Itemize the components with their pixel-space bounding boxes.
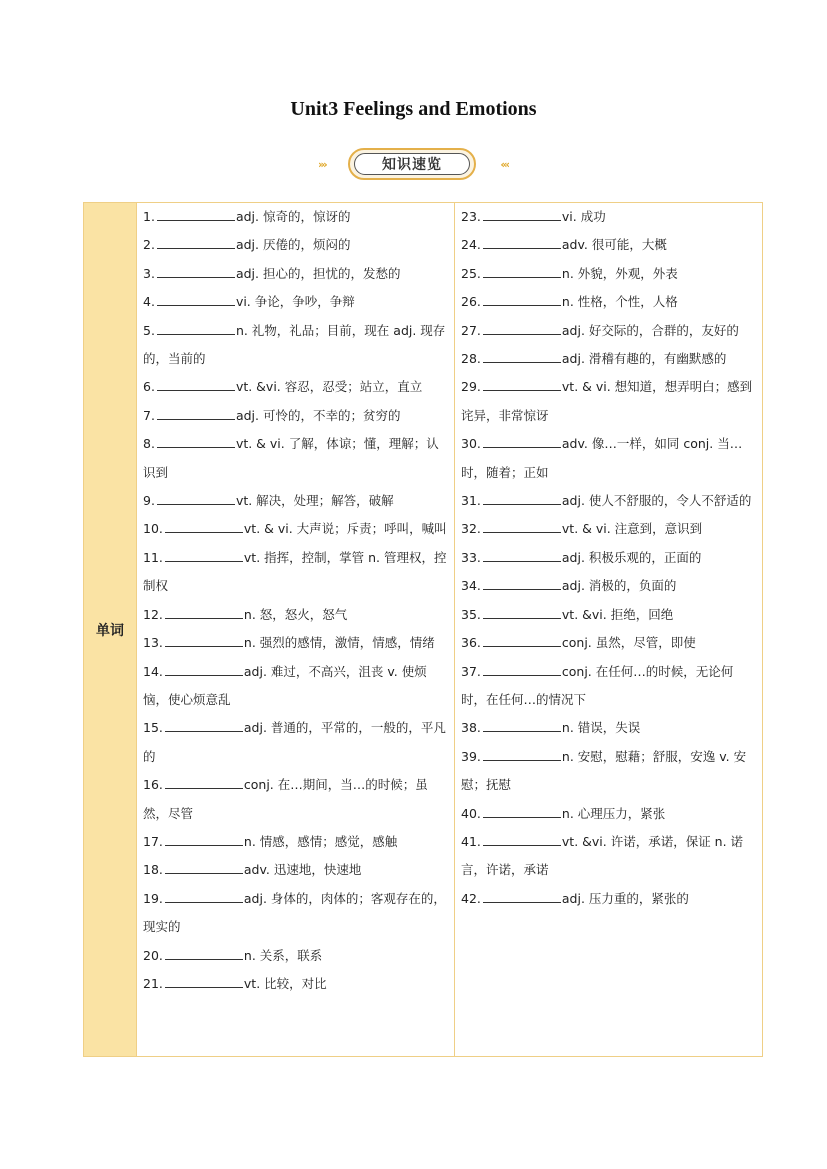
vocab-item <box>143 260 450 288</box>
answer-blank[interactable] <box>483 350 561 363</box>
vocab-item <box>143 629 450 657</box>
vocab-item <box>143 856 450 884</box>
vocab-item <box>461 800 758 828</box>
answer-blank[interactable] <box>157 435 235 448</box>
item-number: 15. <box>143 720 163 736</box>
vocab-item <box>461 629 758 657</box>
vocab-item <box>143 203 450 231</box>
vocab-item <box>143 771 450 828</box>
item-number: 34. <box>461 578 481 594</box>
answer-blank[interactable] <box>165 861 243 874</box>
vocab-item <box>461 572 758 600</box>
vocab-item <box>461 714 758 742</box>
vocab-item <box>143 231 450 259</box>
vocab-item <box>461 828 758 885</box>
item-number: 5. <box>143 322 155 338</box>
item-number: 6. <box>143 379 155 395</box>
vocabulary-table <box>83 202 763 1057</box>
item-definition: n. 怒，怒火，怒气 <box>243 606 348 622</box>
right-arrows-icon: ‹‹‹ <box>500 158 508 171</box>
answer-blank[interactable] <box>483 322 561 335</box>
item-definition: adj. 厌倦的，烦闷的 <box>235 237 351 253</box>
item-definition: adv. 像…一样，如同 conj. 当…时，随着；正如 <box>461 436 743 480</box>
section-banner <box>313 148 513 184</box>
vocab-item <box>461 317 758 345</box>
vocab-column-left <box>137 203 455 1056</box>
item-number: 7. <box>143 407 155 423</box>
item-definition: n. 错误，失误 <box>561 720 641 736</box>
answer-blank[interactable] <box>483 833 561 846</box>
vocab-item <box>461 885 758 913</box>
vocab-item <box>461 515 758 543</box>
vocab-item <box>143 515 450 543</box>
item-number: 28. <box>461 351 481 367</box>
item-number: 24. <box>461 237 481 253</box>
item-definition: vi. 成功 <box>561 209 606 224</box>
item-definition: adv. 很可能，大概 <box>561 237 667 253</box>
answer-blank[interactable] <box>165 947 243 960</box>
vocab-column-right <box>455 203 762 1056</box>
item-number: 35. <box>461 606 481 622</box>
item-number: 3. <box>143 265 155 281</box>
vocab-item <box>143 658 450 715</box>
item-definition: n. 强烈的感情，激情，情感，情绪 <box>243 635 435 651</box>
answer-blank[interactable] <box>165 776 243 789</box>
item-definition: n. 关系，联系 <box>243 947 323 963</box>
item-number: 30. <box>461 436 481 452</box>
item-definition: n. 安慰，慰藉；舒服，安逸 v. 安慰；抚慰 <box>461 748 747 793</box>
item-definition: n. 情感，感情；感觉，感触 <box>243 833 398 849</box>
vocab-item <box>461 743 758 800</box>
item-number: 16. <box>143 777 163 793</box>
answer-blank[interactable] <box>483 378 561 391</box>
answer-blank[interactable] <box>483 748 561 761</box>
answer-blank[interactable] <box>157 265 235 278</box>
answer-blank[interactable] <box>165 890 243 903</box>
item-definition: vt. &vi. 拒绝，回绝 <box>561 606 674 622</box>
answer-blank[interactable] <box>165 975 243 988</box>
banner-label: 知识速览 <box>354 153 470 175</box>
answer-blank[interactable] <box>483 890 561 903</box>
item-number: 26. <box>461 294 481 310</box>
item-definition: vt. &vi. 许诺，承诺，保证 n. 诺言，许诺，承诺 <box>461 833 744 878</box>
item-definition: adj. 身体的，肉体的；客观存在的，现实的 <box>143 890 446 935</box>
answer-blank[interactable] <box>157 236 235 249</box>
item-number: 11. <box>143 549 163 565</box>
answer-blank[interactable] <box>483 577 561 590</box>
vocab-item <box>143 942 450 970</box>
item-definition: vt. 解决，处理；解答，破解 <box>235 493 394 509</box>
item-number: 10. <box>143 521 163 537</box>
vocab-item <box>461 260 758 288</box>
item-number: 14. <box>143 663 163 679</box>
item-number: 37. <box>461 663 481 679</box>
answer-blank[interactable] <box>165 833 243 846</box>
item-number: 42. <box>461 890 481 906</box>
item-definition: n. 外貌，外观，外表 <box>561 265 678 281</box>
vocab-item <box>143 828 450 856</box>
vocab-item <box>461 487 758 515</box>
answer-blank[interactable] <box>157 322 235 335</box>
vocab-item <box>461 430 758 487</box>
answer-blank[interactable] <box>483 805 561 818</box>
vocab-item <box>143 402 450 430</box>
answer-blank[interactable] <box>157 407 235 420</box>
answer-blank[interactable] <box>483 236 561 249</box>
item-number: 23. <box>461 209 481 224</box>
item-number: 31. <box>461 493 481 509</box>
answer-blank[interactable] <box>483 492 561 505</box>
item-number: 36. <box>461 635 481 651</box>
item-number: 2. <box>143 237 155 253</box>
banner-badge <box>348 148 476 180</box>
item-number: 17. <box>143 833 163 849</box>
item-number: 33. <box>461 549 481 565</box>
item-number: 41. <box>461 833 481 849</box>
vocab-item <box>461 544 758 572</box>
item-definition: adv. 迅速地，快速地 <box>243 862 362 878</box>
item-number: 32. <box>461 521 481 537</box>
answer-blank[interactable] <box>165 663 243 676</box>
item-number: 1. <box>143 209 155 224</box>
item-definition: vi. 争论，争吵，争辩 <box>235 294 355 310</box>
vocab-item <box>143 288 450 316</box>
item-definition: n. 心理压力，紧张 <box>561 805 666 821</box>
item-definition: adj. 惊奇的，惊讶的 <box>235 209 351 224</box>
item-definition: adj. 可怜的，不幸的；贫穷的 <box>235 407 401 423</box>
section-label: 单词 <box>84 203 137 1056</box>
vocab-item <box>143 885 450 942</box>
item-definition: vt. & vi. 注意到，意识到 <box>561 521 703 537</box>
answer-blank[interactable] <box>483 520 561 533</box>
answer-blank[interactable] <box>483 606 561 619</box>
item-definition: adj. 使人不舒服的，令人不舒适的 <box>561 493 752 509</box>
answer-blank[interactable] <box>165 549 243 562</box>
item-number: 8. <box>143 436 155 452</box>
answer-blank[interactable] <box>483 719 561 732</box>
vocab-item <box>461 373 758 430</box>
vocab-item <box>143 714 450 771</box>
vocab-item <box>461 231 758 259</box>
item-number: 4. <box>143 294 155 310</box>
item-definition: adj. 担心的，担忧的，发愁的 <box>235 265 401 281</box>
item-definition: adj. 好交际的，合群的，友好的 <box>561 322 739 338</box>
item-number: 9. <box>143 493 155 509</box>
page-title: Unit3 Feelings and Emotions <box>290 98 537 120</box>
item-definition: adj. 消极的，负面的 <box>561 578 677 594</box>
answer-blank[interactable] <box>483 435 561 448</box>
item-number: 13. <box>143 635 163 651</box>
item-number: 25. <box>461 265 481 281</box>
item-number: 21. <box>143 975 163 991</box>
answer-blank[interactable] <box>157 293 235 306</box>
answer-blank[interactable] <box>157 378 235 391</box>
vocab-item <box>461 288 758 316</box>
vocab-item <box>461 345 758 373</box>
vocab-item <box>143 601 450 629</box>
item-definition: adj. 难过，不高兴，沮丧 v. 使烦恼，使心烦意乱 <box>143 663 427 707</box>
vocab-item <box>461 601 758 629</box>
answer-blank[interactable] <box>157 492 235 505</box>
item-definition: vt. & vi. 想知道，想弄明白；感到诧异，非常惊讶 <box>461 379 753 423</box>
item-definition: conj. 在任何…的时候，无论何时，在任何…的情况下 <box>461 663 734 707</box>
vocab-item <box>143 317 450 374</box>
answer-blank[interactable] <box>483 549 561 562</box>
item-definition: adj. 积极乐观的，正面的 <box>561 549 702 565</box>
item-definition: adj. 压力重的，紧张的 <box>561 890 689 906</box>
item-number: 18. <box>143 862 163 878</box>
item-definition: n. 礼物，礼品；目前，现在 adj. 现存的，当前的 <box>143 322 446 367</box>
item-definition: adj. 滑稽有趣的，有幽默感的 <box>561 351 727 367</box>
item-definition: adj. 普通的，平常的，一般的，平凡的 <box>143 720 446 764</box>
item-number: 39. <box>461 748 481 764</box>
item-number: 19. <box>143 890 163 906</box>
item-definition: conj. 虽然，尽管，即使 <box>561 635 696 651</box>
vocab-item <box>461 658 758 715</box>
item-definition: conj. 在…期间，当…的时候；虽然，尽管 <box>143 777 428 821</box>
vocab-item <box>143 544 450 601</box>
item-definition: vt. 比较，对比 <box>243 975 327 991</box>
vocab-item <box>143 430 450 487</box>
item-definition: n. 性格，个性，人格 <box>561 294 678 310</box>
answer-blank[interactable] <box>165 719 243 732</box>
item-number: 27. <box>461 322 481 338</box>
answer-blank[interactable] <box>483 265 561 278</box>
item-number: 20. <box>143 947 163 963</box>
item-definition: vt. 指挥，控制，掌管 n. 管理权，控制权 <box>143 549 447 594</box>
answer-blank[interactable] <box>483 634 561 647</box>
vocab-item <box>143 373 450 401</box>
answer-blank[interactable] <box>483 208 561 221</box>
vocab-item <box>143 487 450 515</box>
answer-blank[interactable] <box>165 634 243 647</box>
answer-blank[interactable] <box>483 663 561 676</box>
item-definition: vt. &vi. 容忍，忍受；站立，直立 <box>235 379 423 395</box>
vocab-item <box>143 970 450 998</box>
item-definition: vt. & vi. 大声说；斥责；呼叫，喊叫 <box>243 521 447 537</box>
item-number: 38. <box>461 720 481 736</box>
answer-blank[interactable] <box>165 606 243 619</box>
item-number: 40. <box>461 805 481 821</box>
vocab-item <box>461 203 758 231</box>
item-definition: vt. & vi. 了解，体谅；懂，理解；认识到 <box>143 436 439 480</box>
answer-blank[interactable] <box>165 520 243 533</box>
item-number: 29. <box>461 379 481 395</box>
answer-blank[interactable] <box>157 208 235 221</box>
left-arrows-icon: ››› <box>318 158 326 171</box>
answer-blank[interactable] <box>483 293 561 306</box>
item-number: 12. <box>143 606 163 622</box>
